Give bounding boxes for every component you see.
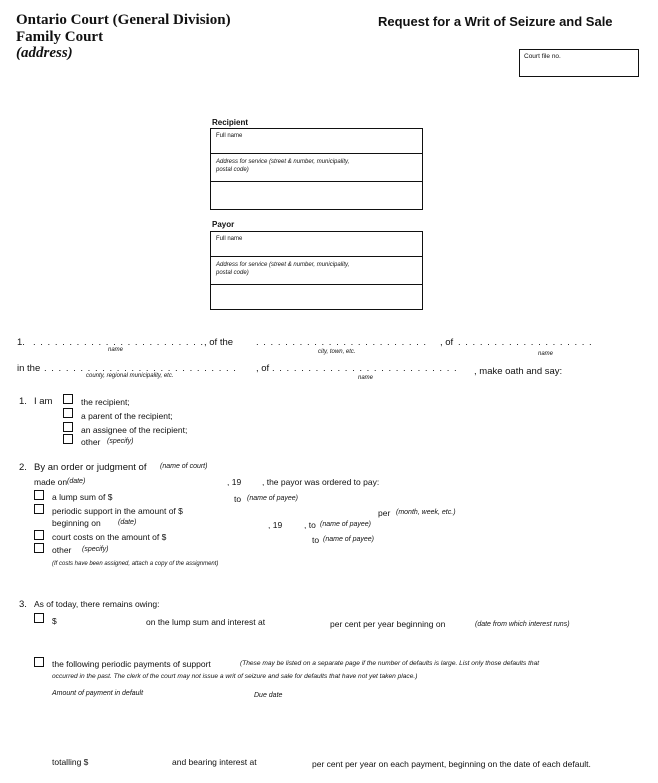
payor-ordered-text: , the payor was ordered to pay: [262, 477, 380, 487]
to-text: to [312, 535, 320, 545]
dotted-leader: . . . . . . . . . . . . . . . . . . . . . . . . [256, 337, 428, 348]
lump-interest-text: on the lump sum and interest at [146, 617, 266, 627]
i-am-text: I am [34, 396, 53, 407]
date-caption: (date) [67, 478, 86, 485]
name-caption: name [538, 351, 554, 357]
dotted-leader: . . . . . . . . . . . . . . . . . . . . . . . . [33, 337, 205, 348]
divider [211, 153, 422, 154]
lump-sum-checkbox[interactable] [34, 490, 44, 500]
option-recipient: the recipient; [81, 397, 130, 407]
payor-address-label-1: Address for service (street & number, municipality, [216, 262, 350, 268]
of-the-text: , of the [204, 337, 234, 348]
divider [211, 256, 422, 257]
dotted-leader: . . . . . . . . . . . . . . . . . . . . . . . . . . . [44, 363, 237, 374]
assignee-checkbox[interactable] [63, 422, 73, 432]
per-cent-text: per cent per year beginning on [330, 619, 446, 629]
to-text: to [234, 494, 242, 504]
amount-column-header: Amount of payment in default [52, 690, 144, 697]
payee-caption: (name of payee) [320, 521, 371, 528]
payor-heading: Payor [212, 220, 235, 229]
section-2-number: 2. [19, 462, 27, 473]
date-caption: (date) [118, 519, 137, 526]
court-file-box[interactable] [519, 49, 639, 77]
recipient-heading: Recipient [212, 118, 249, 127]
court-costs-checkbox[interactable] [34, 530, 44, 540]
per-cent-each-text: per cent per year on each payment, beginning on the date of each default. [312, 759, 591, 769]
date-interest-caption: (date from which interest runs) [475, 621, 570, 628]
per-text: per [378, 508, 391, 518]
statement-number: 1. [17, 337, 25, 348]
parent-checkbox[interactable] [63, 408, 73, 418]
court-branch: Family Court [16, 29, 104, 45]
specify-caption: (specify) [107, 438, 134, 445]
court-caption: (name of court) [160, 463, 208, 470]
defaults-note-1: (These may be listed on a separate page if the number of defaults is large. List only those defaults that [240, 660, 540, 667]
other-checkbox[interactable] [63, 434, 73, 444]
section-1-number: 1. [19, 396, 27, 407]
option-parent: a parent of the recipient; [81, 411, 173, 421]
dotted-leader: . . . . . . . . . . . . . . . . . . . [458, 337, 593, 348]
periodic-support-checkbox[interactable] [34, 504, 44, 514]
beginning-on-text: beginning on [52, 518, 101, 528]
recipient-address-label-1: Address for service (street & number, municipality, [216, 159, 350, 165]
of-text: , of [256, 363, 270, 374]
defaults-note-2: occurred in the past. The clerk of the court may not issue a writ of seizure and sale for defaults that have not yet taken place.) [52, 673, 418, 680]
made-on-text: made on [34, 477, 68, 487]
name-caption: name [358, 375, 374, 381]
periodic-owing-checkbox[interactable] [34, 657, 44, 667]
specify-caption: (specify) [82, 546, 109, 553]
bearing-interest-text: and bearing interest at [172, 757, 257, 767]
court-costs-text: court costs on the amount of $ [52, 532, 167, 542]
per-caption: (month, week, etc.) [396, 509, 456, 516]
court-file-label: Court file no. [524, 53, 561, 60]
recipient-box [210, 128, 423, 210]
payor-name-label: Full name [216, 236, 243, 242]
city-caption: city, town, etc. [318, 349, 356, 355]
dollar-sign: $ [52, 616, 57, 626]
divider [211, 284, 422, 285]
order-text: By an order or judgment of [34, 462, 147, 473]
other-text: other [52, 545, 72, 555]
recipient-address-label-2: postal code) [216, 167, 249, 173]
due-date-column-header: Due date [254, 692, 283, 699]
lump-sum-text: a lump sum of $ [52, 492, 113, 502]
of-text: , of [440, 337, 454, 348]
assignment-note: (If costs have been assigned, attach a copy of the assignment) [52, 561, 219, 567]
periodic-support-text: periodic support in the amount of $ [52, 506, 183, 516]
other-checkbox[interactable] [34, 543, 44, 553]
year-text: , 19 [227, 477, 242, 487]
option-other: other [81, 437, 101, 447]
in-the-text: in the [17, 363, 41, 374]
payor-box [210, 231, 423, 310]
periodic-owing-text: the following periodic payments of support [52, 659, 211, 669]
make-oath-text: , make oath and say: [474, 366, 563, 377]
form-title: Request for a Writ of Seizure and Sale [378, 14, 613, 29]
recipient-checkbox[interactable] [63, 394, 73, 404]
option-assignee: an assignee of the recipient; [81, 425, 188, 435]
payee-caption: (name of payee) [323, 536, 374, 543]
section-3-number: 3. [19, 599, 27, 610]
payee-caption: (name of payee) [247, 495, 298, 502]
payor-address-label-2: postal code) [216, 270, 249, 276]
to-text: , to [304, 520, 316, 530]
recipient-name-label: Full name [216, 133, 243, 139]
dotted-leader: . . . . . . . . . . . . . . . . . . . . . . . . . . [272, 363, 458, 374]
court-name: Ontario Court (General Division) [16, 12, 231, 28]
name-caption: name [108, 347, 124, 353]
county-caption: county, regional municipality, etc. [86, 373, 174, 379]
court-address: (address) [16, 45, 73, 61]
owing-intro: As of today, there remains owing: [34, 599, 160, 609]
divider [211, 181, 422, 182]
totalling-text: totalling $ [52, 757, 89, 767]
lump-owing-checkbox[interactable] [34, 613, 44, 623]
year-text: , 19 [268, 520, 283, 530]
